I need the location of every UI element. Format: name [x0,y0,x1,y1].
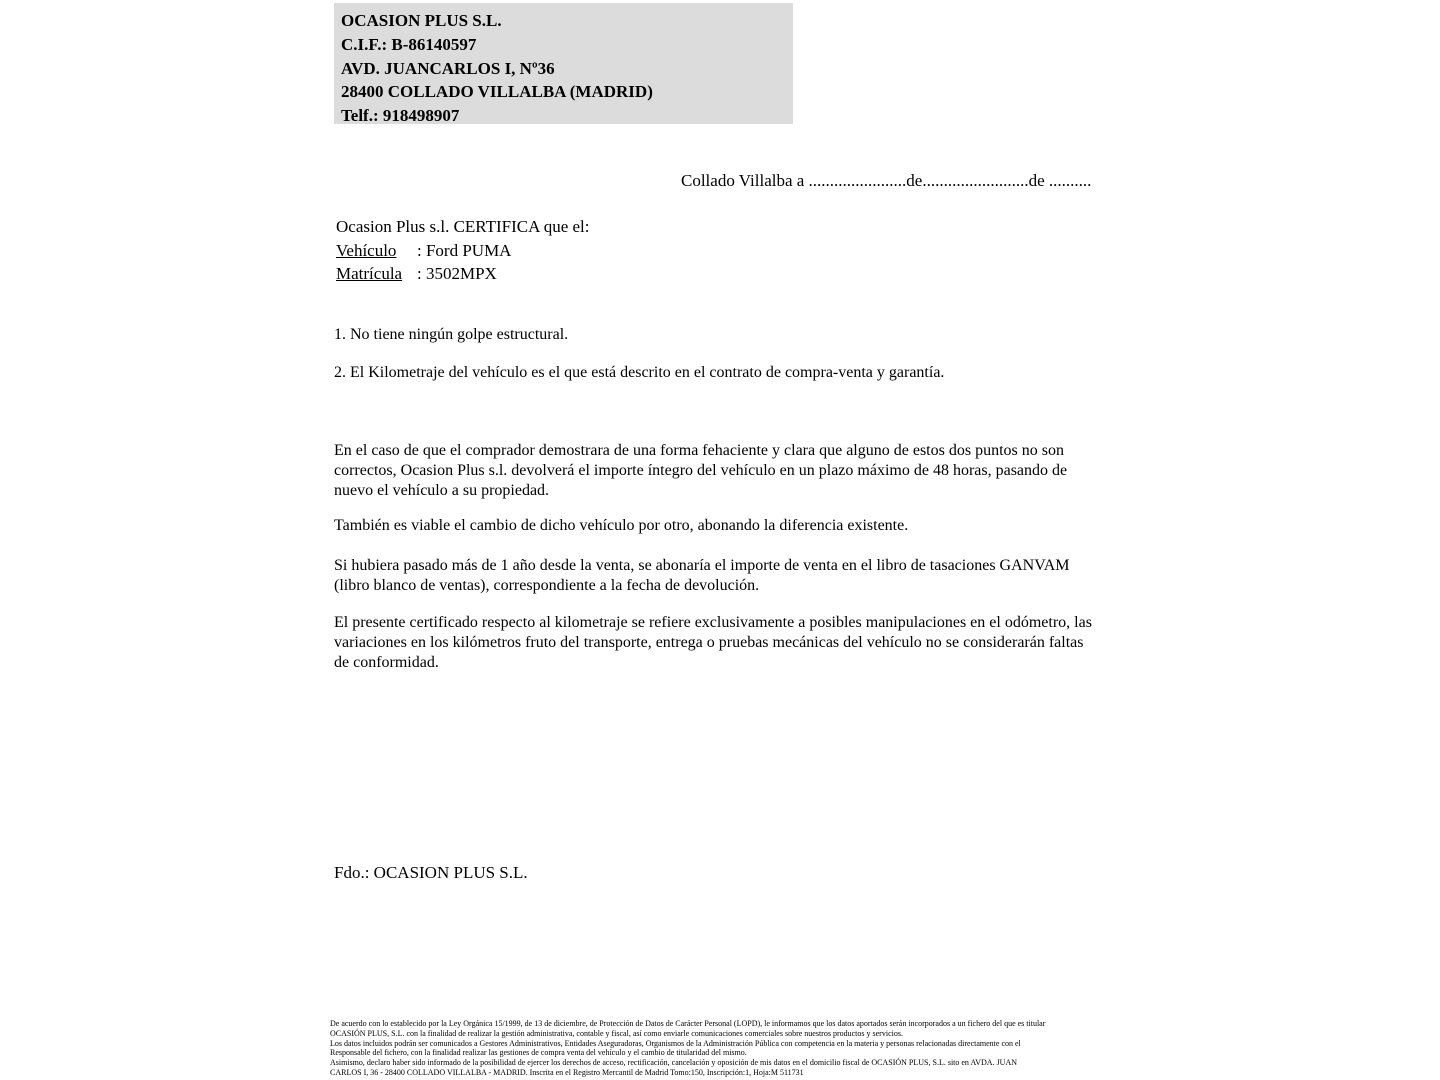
paragraph-exchange: También es viable el cambio de dicho vehículo por otro, abonando la diferencia existente. [334,517,909,534]
legal-line: Asimismo, declaro haber sido informado de la posibilidad de ejercer los derechos de acceso, rectificación, cancelación y oposición de mis datos en el domicilio fiscal de OCASIÓN PLUS, S.L. sito en AVDA. JUAN [330,1058,1018,1068]
date-line: Collado Villalba a .......................de.........................de .......... [681,171,1092,190]
vehicle-label: Vehículo [336,240,397,260]
vehicle-row [336,239,590,263]
company-name: OCASION PLUS S.L. [341,11,502,30]
legal-line: OCASIÓN PLUS, S.L. con la finalidad de realizar la gestión administrativa, contable y fiscal, así como enviarle comunicaciones comerciales sobre nuestros productos y servicios. [330,1028,903,1038]
vehicle-value: : Ford PUMA [417,240,512,260]
company-phone: Telf.: 918498907 [341,106,460,126]
signature-line: Fdo.: OCASION PLUS S.L. [334,863,528,882]
paragraph-refund: En el caso de que el comprador demostrara de una forma fehaciente y clara que alguno de estos dos puntos no son correctos, Ocasion Plus s.l. devolverá el importe íntegro del vehículo en un plazo máximo de 48 horas, pasando de nuevo el vehículo a su propiedad. [334,442,1068,499]
company-city: 28400 COLLADO VILLALBA (MADRID) [341,82,653,102]
company-header-box [334,3,793,124]
legal-line: De acuerdo con lo establecido por la Ley Orgánica 15/1999, de 13 de diciembre, de Protección de Datos de Carácter Personal (LOPD), le informamos que los datos aportados serán incorporados a un fichero del que es titular [330,1019,1046,1028]
company-cif: C.I.F.: B-86140597 [341,34,477,54]
condition-point-1: 1. No tiene ningún golpe estructural. [334,326,569,343]
paragraph-ganvam: Si hubiera pasado más de 1 año desde la venta, se abonaría el importe de venta en el libro de tasaciones GANVAM (libro blanco de ventas), correspondiente a la fecha de devolución. [334,557,1070,594]
paragraph-odometer: El presente certificado respecto al kilometraje se refiere exclusivamente a posibles manipulaciones en el odómetro, las variaciones en los kilómetros fruto del transporte, entrega o pruebas mecánicas del vehículo no se considerarán faltas de conformidad. [334,614,1092,671]
legal-line: Responsable del fichero, con la finalidad realizar las gestiones de compra venta del vehículo y el cambio de titularidad del mismo. [330,1048,747,1058]
plate-row [336,262,590,286]
certify-intro: Ocasion Plus s.l. CERTIFICA que el: [336,217,590,236]
plate-value: : 3502MPX [417,264,497,284]
legal-line: CARLOS I, 36 - 28400 COLLADO VILLALBA - MADRID. Inscrita en el Registro Mercantil de Madrid Tomo:150, Inscripción:1, Hoja:M 511731 [330,1067,804,1077]
company-address: AVD. JUANCARLOS I, Nº36 [341,58,555,78]
legal-fine-print [330,1019,1130,1078]
plate-label: Matrícula [336,264,403,284]
condition-point-2: 2. El Kilometraje del vehículo es el que está descrito en el contrato de compra-venta y garantía. [334,364,945,381]
certify-block [336,215,590,286]
legal-line: Los datos incluidos podrán ser comunicados a Gestores Administrativos, Entidades Aseguradoras, Organismos de la Administración Pública con competencia en la materia y personas relacionadas directamente con el [330,1038,1021,1048]
